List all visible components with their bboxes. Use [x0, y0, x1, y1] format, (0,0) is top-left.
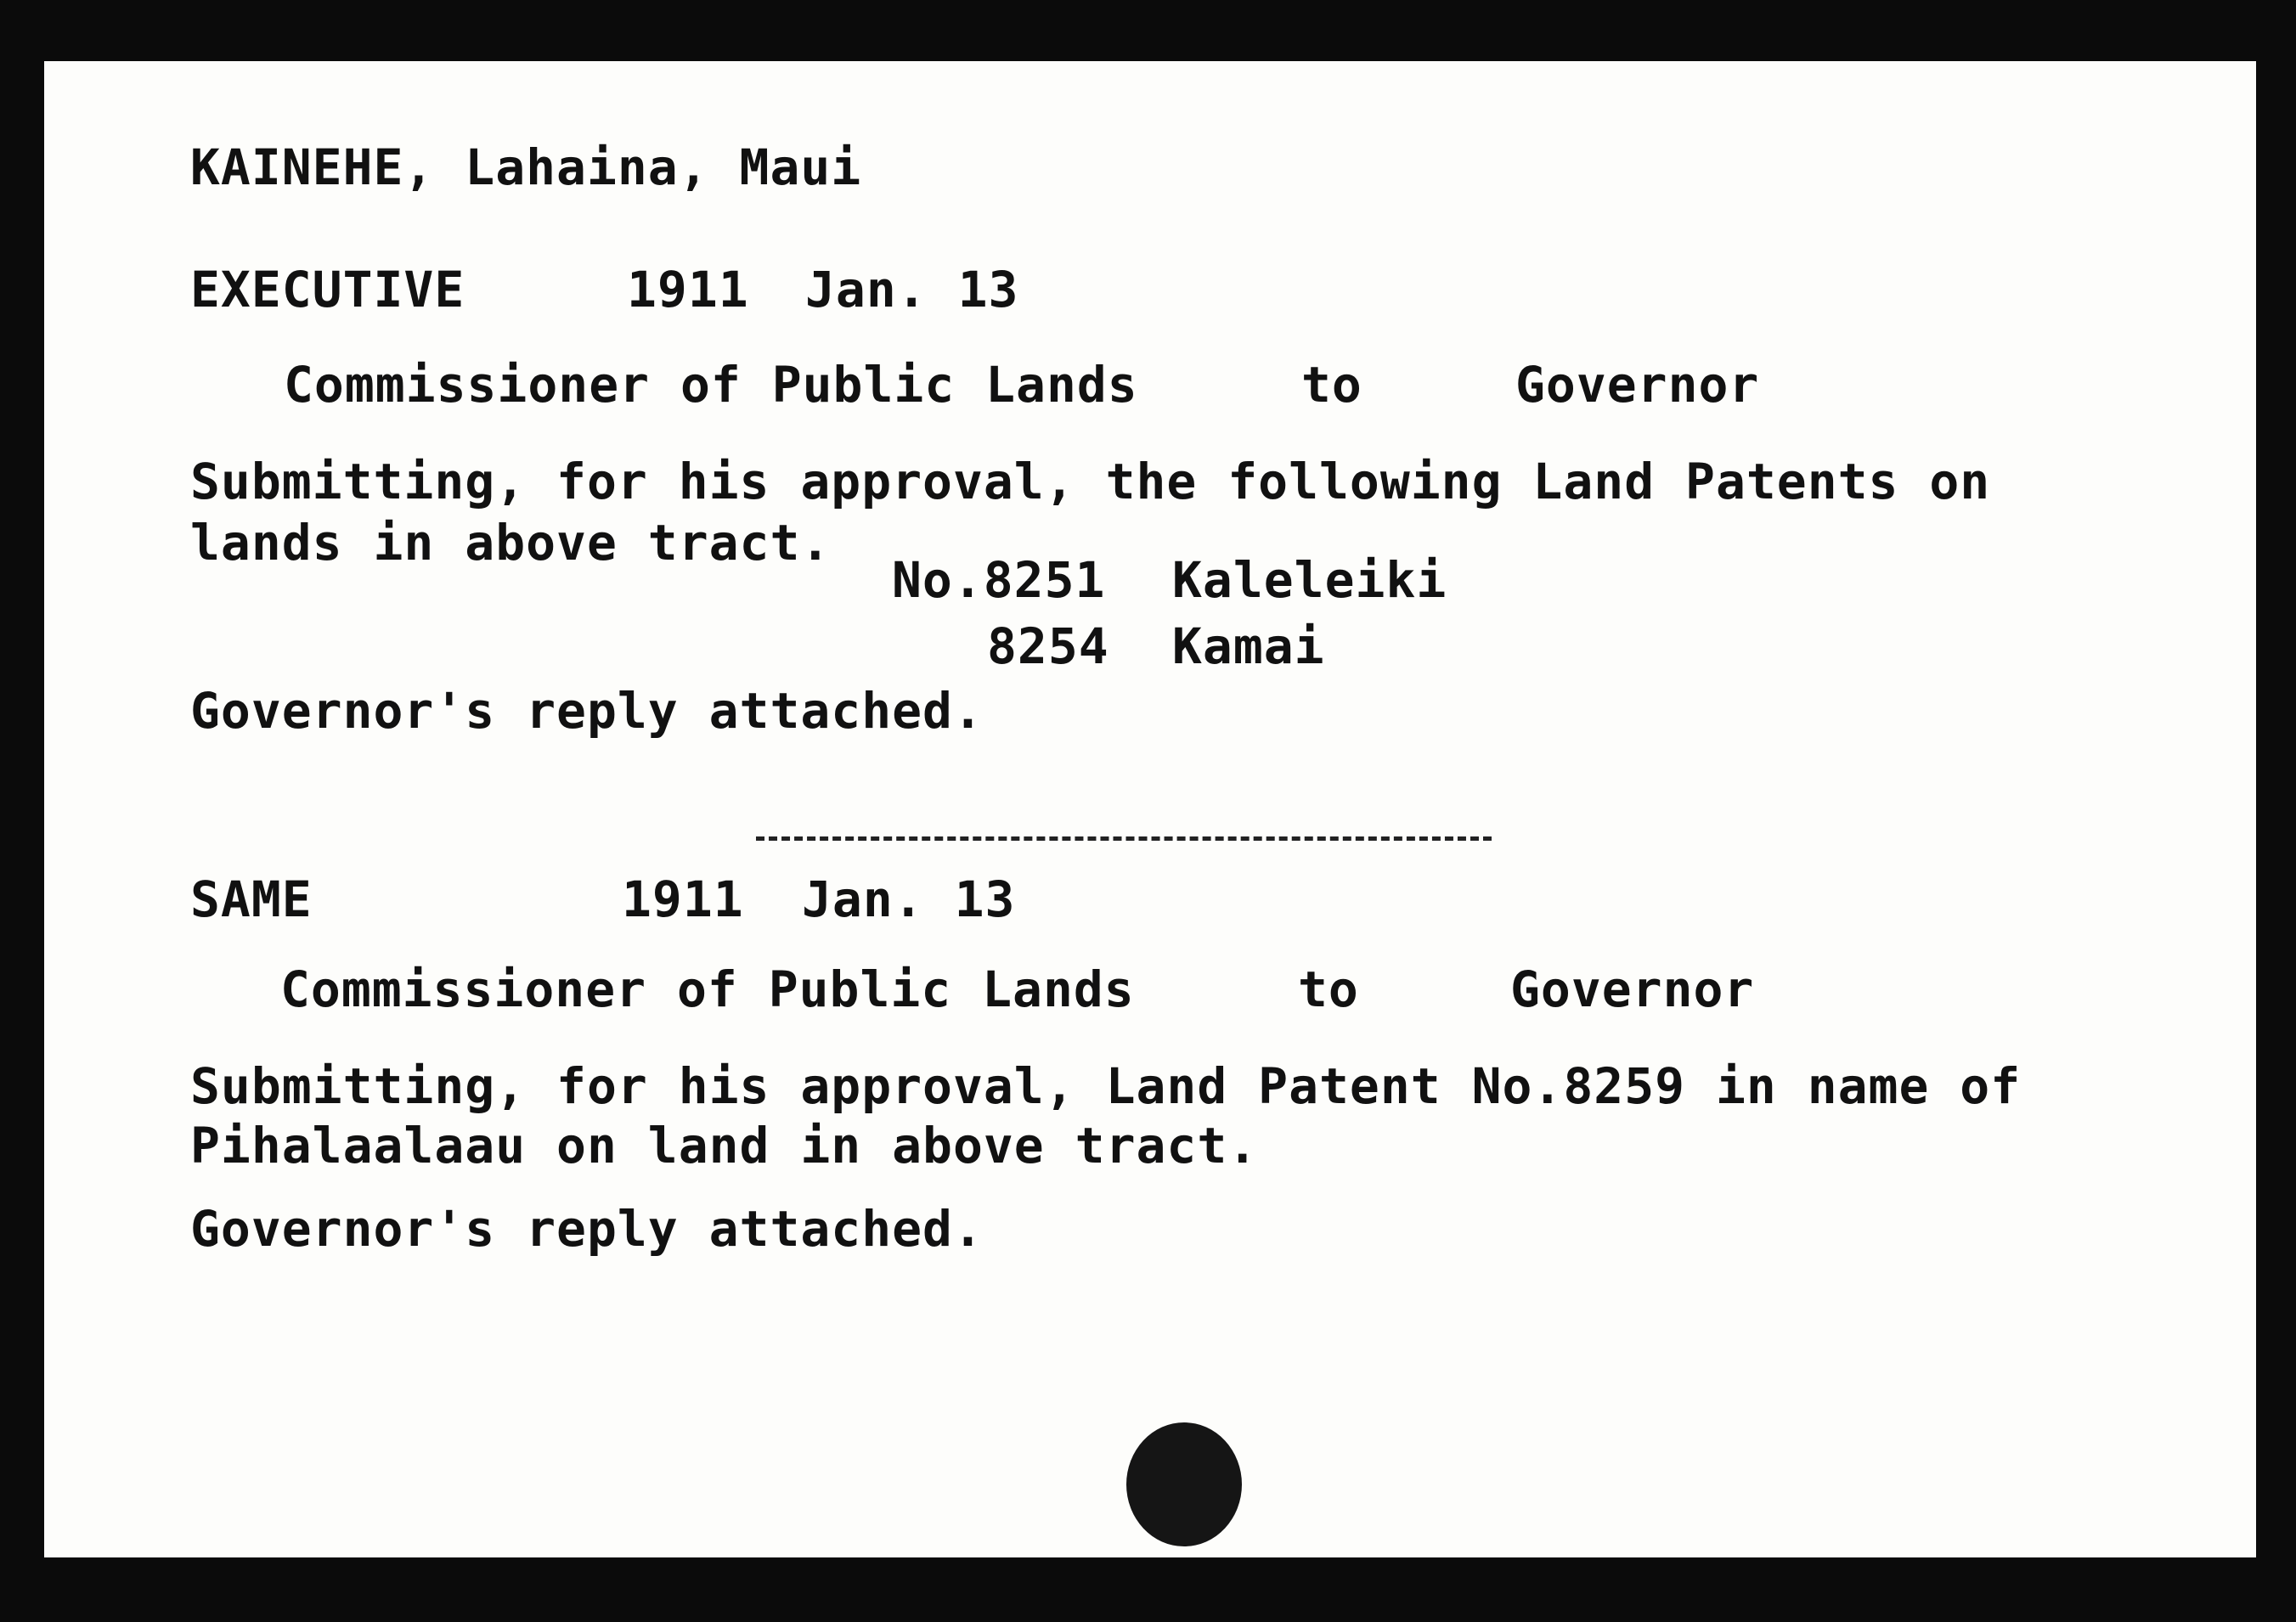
entry1-from: Commissioner of Public Lands — [284, 356, 1138, 414]
entry2-text-line2: Pihalaalaau on land in above tract. — [190, 1117, 1259, 1174]
index-card — [44, 61, 2256, 1557]
entry2-text-line1: Submitting, for his approval, Land Patent No.8259 in name of — [190, 1057, 2022, 1115]
patent-name: Kaleleiki — [1172, 551, 1447, 609]
entry2-year: 1911 — [622, 870, 744, 928]
dashed-divider — [756, 836, 1492, 841]
patent-name: Kamai — [1172, 617, 1325, 675]
entry1-label: EXECUTIVE — [190, 261, 465, 318]
punch-hole — [1126, 1422, 1242, 1546]
entry1-text-line1: Submitting, for his approval, the following Land Patents on — [190, 453, 1991, 510]
entry2-reply: Governor's reply attached. — [190, 1200, 984, 1258]
entry2-date: Jan. 13 — [802, 870, 1016, 928]
patent-number: No.8251 — [892, 551, 1106, 609]
entry2-to: to — [1298, 960, 1359, 1018]
entry1-date: Jan. 13 — [805, 261, 1019, 318]
entry1-text-line2: lands in above tract. — [190, 514, 832, 572]
entry1-recipient: Governor — [1515, 356, 1760, 414]
entry1-year: 1911 — [627, 261, 749, 318]
entry2-from: Commissioner of Public Lands — [280, 960, 1135, 1018]
entry2-label: SAME — [190, 870, 313, 928]
entry1-to: to — [1301, 356, 1362, 414]
entry1-reply: Governor's reply attached. — [190, 682, 984, 740]
card-title: KAINEHE, Lahaina, Maui — [190, 138, 862, 196]
patent-number: 8254 — [987, 617, 1109, 675]
entry2-recipient: Governor — [1510, 960, 1755, 1018]
